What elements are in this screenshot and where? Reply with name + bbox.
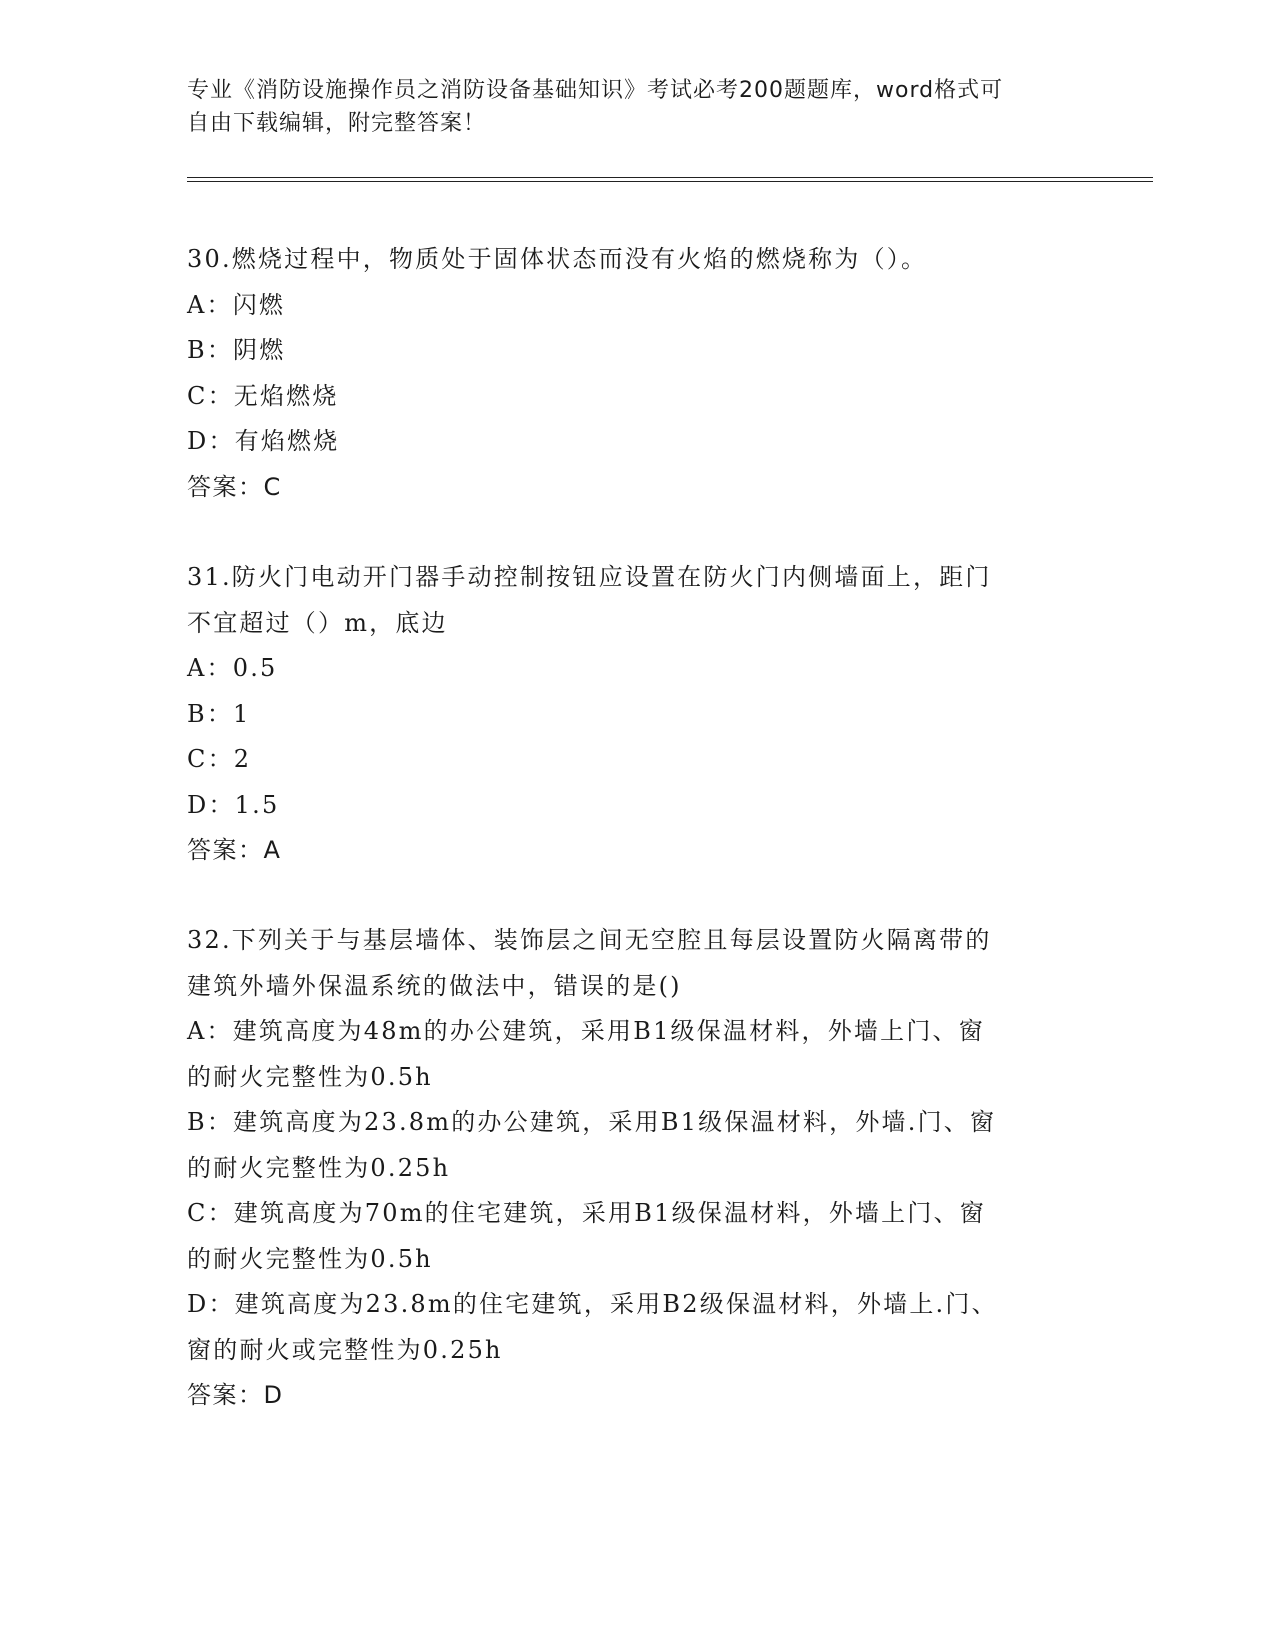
option-c-continued: 的耐火完整性为0.5h: [187, 1244, 433, 1273]
option-a: A：建筑高度为48m的办公建筑，采用B1级保温材料，外墙上门、窗: [187, 1017, 985, 1045]
answer-line: 答案：A: [187, 836, 282, 864]
option-d-continued: 窗的耐火或完整性为0.25h: [187, 1335, 503, 1364]
answer-line: 答案：D: [187, 1381, 284, 1409]
option-b: B：阴燃: [187, 336, 286, 364]
question-stem-continued: 不宜超过（）m，底边: [187, 608, 448, 637]
option-a-continued: 的耐火完整性为0.5h: [187, 1062, 433, 1091]
option-a: A：0.5: [187, 654, 278, 682]
header-line-2: 自由下载编辑，附完整答案！: [187, 111, 487, 136]
option-c: C：无焰燃烧: [187, 381, 339, 410]
header-divider-bottom: [187, 181, 1153, 182]
answer-line: 答案：C: [187, 472, 282, 501]
option-b: B：建筑高度为23.8m的办公建筑，采用B1级保温材料，外墙.门、窗: [187, 1108, 997, 1136]
option-d: D：1.5: [187, 790, 280, 819]
question-30: [187, 237, 1077, 510]
question-31: [187, 555, 1077, 874]
option-c: C：2: [187, 745, 252, 773]
option-b-continued: 的耐火完整性为0.25h: [187, 1153, 451, 1182]
header-divider-top: [187, 177, 1153, 178]
question-stem: 30.燃烧过程中，物质处于固体状态而没有火焰的燃烧称为（）。: [187, 245, 928, 273]
header-line-1: 专业《消防设施操作员之消防设备基础知识》考试必考200题题库，word格式可: [187, 78, 1004, 103]
option-a: A：闪燃: [187, 290, 286, 319]
option-b: B：1: [187, 699, 251, 728]
question-stem: 32.下列关于与基层墙体、装饰层之间无空腔且每层设置防火隔离带的: [187, 926, 992, 954]
option-d: D：有焰燃烧: [187, 427, 340, 455]
question-stem-continued: 建筑外墙外保温系统的做法中，错误的是(): [187, 971, 682, 1000]
option-d: D：建筑高度为23.8m的住宅建筑，采用B2级保温材料，外墙上.门、: [187, 1290, 998, 1318]
question-stem: 31.防火门电动开门器手动控制按钮应设置在防火门内侧墙面上，距门: [187, 563, 992, 591]
option-c: C：建筑高度为70m的住宅建筑，采用B1级保温材料，外墙上门、窗: [187, 1199, 986, 1227]
question-32: [187, 918, 1077, 1419]
document-header: [187, 74, 1067, 140]
